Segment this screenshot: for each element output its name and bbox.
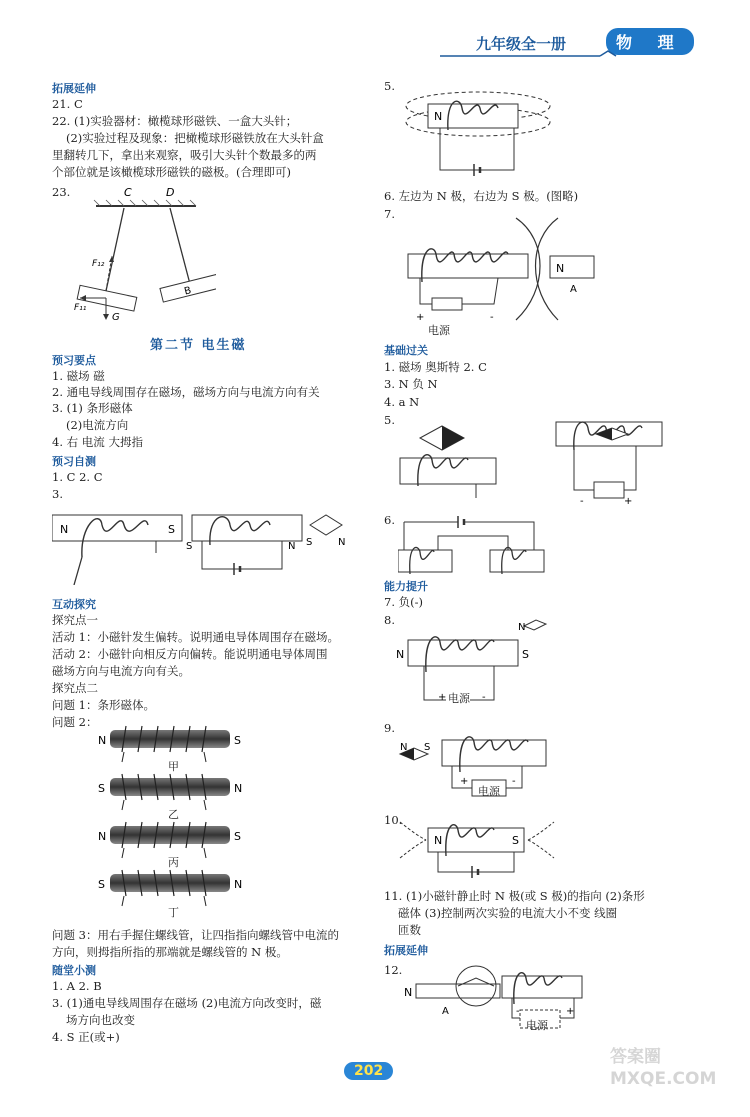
answer-line: 问题 2： xyxy=(52,715,98,729)
answer-line: 11. (1)小磁针静止时 N 极(或 S 极)的指向 (2)条形 xyxy=(384,889,645,903)
svg-text:C: C xyxy=(124,186,132,199)
watermark-text: 答案圈 MXQE.COM xyxy=(610,1047,717,1089)
answer-line: 6. xyxy=(384,513,395,527)
solenoid-diagram-q3 xyxy=(52,505,352,585)
power-source-label: 电源 xyxy=(478,785,500,798)
svg-text:N: N xyxy=(518,622,526,633)
svg-text:N: N xyxy=(434,834,443,847)
pendulum-figure xyxy=(66,186,216,326)
solenoid-compass-diagram-a12 xyxy=(402,964,592,1044)
svg-text:N: N xyxy=(234,878,243,891)
answer-line: 5. xyxy=(384,79,395,93)
page-number: 202 xyxy=(344,1062,393,1080)
svg-text:S: S xyxy=(186,541,193,552)
answer-line: 6. 左边为 N 极，右边为 S 极。(图略) xyxy=(384,189,579,203)
solenoid-field-diagram-a10 xyxy=(398,814,558,884)
svg-text:S: S xyxy=(512,834,519,847)
answer-line: 1. C 2. C xyxy=(52,470,103,484)
answer-line: 4. a N xyxy=(384,395,420,409)
svg-text:S: S xyxy=(234,830,241,843)
svg-text:N: N xyxy=(60,523,69,536)
answer-line: (2)实验过程及现象：把橄榄球形磁铁放在大头针盒 xyxy=(66,131,324,145)
grade-label: 九年级全一册 xyxy=(476,35,567,53)
solenoid-set xyxy=(96,722,256,922)
answer-line: 1. 磁场 奥斯特 2. C xyxy=(384,360,487,374)
solenoid-jia xyxy=(98,726,241,762)
svg-text:N: N xyxy=(338,537,346,548)
svg-text:S: S xyxy=(522,648,529,661)
answer-line: 1. A 2. B xyxy=(52,979,102,993)
answer-line: 7. xyxy=(384,207,395,221)
svg-text:S: S xyxy=(168,523,175,536)
answer-line: 9. xyxy=(384,721,395,735)
answer-line: 22. (1)实验器材：橄榄球形磁铁、一盒大头针； xyxy=(52,114,298,128)
solenoid-yi xyxy=(98,774,242,810)
section-title: 互动探究 xyxy=(52,598,96,611)
solenoid-label: 乙 xyxy=(168,808,179,821)
chapter-title: 第二节 电生磁 xyxy=(150,338,247,353)
answer-line: 4. S 正(或+) xyxy=(52,1030,120,1044)
answer-line: 方向，则拇指所指的那端就是螺线管的 N 极。 xyxy=(52,945,288,959)
svg-text:+: + xyxy=(416,312,425,323)
answer-line: 场方向也改变 xyxy=(66,1013,135,1027)
svg-text:N: N xyxy=(288,541,296,552)
svg-text:+: + xyxy=(624,496,633,507)
svg-text:N: N xyxy=(234,782,243,795)
dual-solenoid-diagram-b6 xyxy=(398,514,548,576)
answer-line: (2)电流方向 xyxy=(66,418,129,432)
answer-line: 问题 1：条形磁体。 xyxy=(52,698,155,712)
section-title: 拓展延伸 xyxy=(384,944,428,957)
header-rule xyxy=(440,50,740,60)
answer-line: 问题 3：用右手握住螺线管，让四指指向螺线管中电流的 xyxy=(52,928,339,942)
section-title: 预习自测 xyxy=(52,455,96,468)
answer-line: 活动 2：小磁针向相反方向偏转。能说明通电导体周围 xyxy=(52,647,328,661)
svg-text:N: N xyxy=(396,648,405,661)
svg-text:S: S xyxy=(98,782,105,795)
answer-line: 磁场方向与电流方向有关。 xyxy=(52,664,190,678)
svg-text:-: - xyxy=(482,692,486,703)
svg-text:F₁₂: F₁₂ xyxy=(92,259,105,269)
answer-line: 磁体 (3)控制两次实验的电流大小不变 线圈 xyxy=(398,906,618,920)
power-source-label: 电源 xyxy=(428,324,450,337)
svg-text:S: S xyxy=(424,742,431,753)
svg-text:N: N xyxy=(98,734,107,747)
answer-line: 探究点二 xyxy=(52,681,98,695)
svg-text:A: A xyxy=(570,284,577,295)
section-title: 能力提升 xyxy=(384,580,428,593)
section-title: 拓展延伸 xyxy=(52,82,96,95)
answer-line: 活动 1：小磁针发生偏转。说明通电导体周围存在磁场。 xyxy=(52,630,339,644)
answer-line: 10. xyxy=(384,813,403,827)
answer-line: 8. xyxy=(384,613,395,627)
svg-text:D: D xyxy=(166,186,175,199)
answer-line: 里翻转几下，拿出来观察，吸引大头针个数最多的两 xyxy=(52,148,317,162)
svg-text:S: S xyxy=(234,734,241,747)
answer-line: 探究点一 xyxy=(52,613,98,627)
solenoid-label: 丁 xyxy=(168,906,179,919)
svg-text:S: S xyxy=(98,878,105,891)
answer-line: 2. 通电导线周围存在磁场，磁场方向与电流方向有关 xyxy=(52,385,320,399)
section-title: 预习要点 xyxy=(52,354,96,367)
svg-text:N: N xyxy=(400,742,408,753)
section-title: 基础过关 xyxy=(384,344,428,357)
solenoid-ding xyxy=(98,870,242,906)
svg-text:-: - xyxy=(516,1006,520,1017)
solenoid-label: 丙 xyxy=(168,856,179,869)
solenoid-label: 甲 xyxy=(168,760,179,773)
compass-solenoid-diagram-b5 xyxy=(398,418,668,508)
svg-text:-: - xyxy=(512,776,516,787)
svg-text:+: + xyxy=(566,1006,575,1017)
answer-line: 12. xyxy=(384,963,403,977)
solenoid-magnet-diagram-7 xyxy=(398,210,598,340)
solenoid-diagram-a8 xyxy=(394,616,574,712)
answer-line: 7. 负(-) xyxy=(384,595,423,609)
answer-line: 3. xyxy=(52,487,63,501)
answer-line: 4. 右 电流 大拇指 xyxy=(52,435,143,449)
solenoid-field-diagram-5 xyxy=(398,82,558,182)
svg-text:S: S xyxy=(306,537,313,548)
svg-text:+: + xyxy=(460,776,469,787)
answer-line: 23. xyxy=(52,185,71,199)
answer-line: 1. 磁场 磁 xyxy=(52,369,105,383)
svg-text:-: - xyxy=(580,496,584,507)
svg-text:N: N xyxy=(556,262,565,275)
page-header xyxy=(440,26,740,56)
section-title: 随堂小测 xyxy=(52,964,96,977)
svg-text:N: N xyxy=(434,110,443,123)
answer-line: 5. xyxy=(384,413,395,427)
answer-line: 3. N 负 N xyxy=(384,377,438,391)
answer-line: 个部位就是该橄榄球形磁铁的磁极。(合理即可) xyxy=(52,165,291,179)
svg-text:B: B xyxy=(183,285,193,298)
answer-line: 3. (1)通电导线周围存在磁场 (2)电流方向改变时，磁 xyxy=(52,996,322,1010)
subject-badge: 物 理 xyxy=(606,28,694,55)
answer-line: 21. C xyxy=(52,97,83,111)
power-source-label: 电源 xyxy=(448,692,470,705)
solenoid-bing xyxy=(98,822,241,858)
svg-text:A: A xyxy=(442,1006,449,1017)
svg-text:F₁₁: F₁₁ xyxy=(74,303,87,313)
svg-text:N: N xyxy=(404,986,413,999)
watermark xyxy=(610,1046,746,1112)
svg-text:+: + xyxy=(438,692,447,703)
power-source-label: 电源 xyxy=(526,1019,548,1032)
svg-text:G: G xyxy=(112,312,120,323)
svg-text:N: N xyxy=(98,830,107,843)
answer-line: 3. (1) 条形磁体 xyxy=(52,401,133,415)
svg-text:-: - xyxy=(490,312,494,323)
answer-line: 匝数 xyxy=(398,923,421,937)
